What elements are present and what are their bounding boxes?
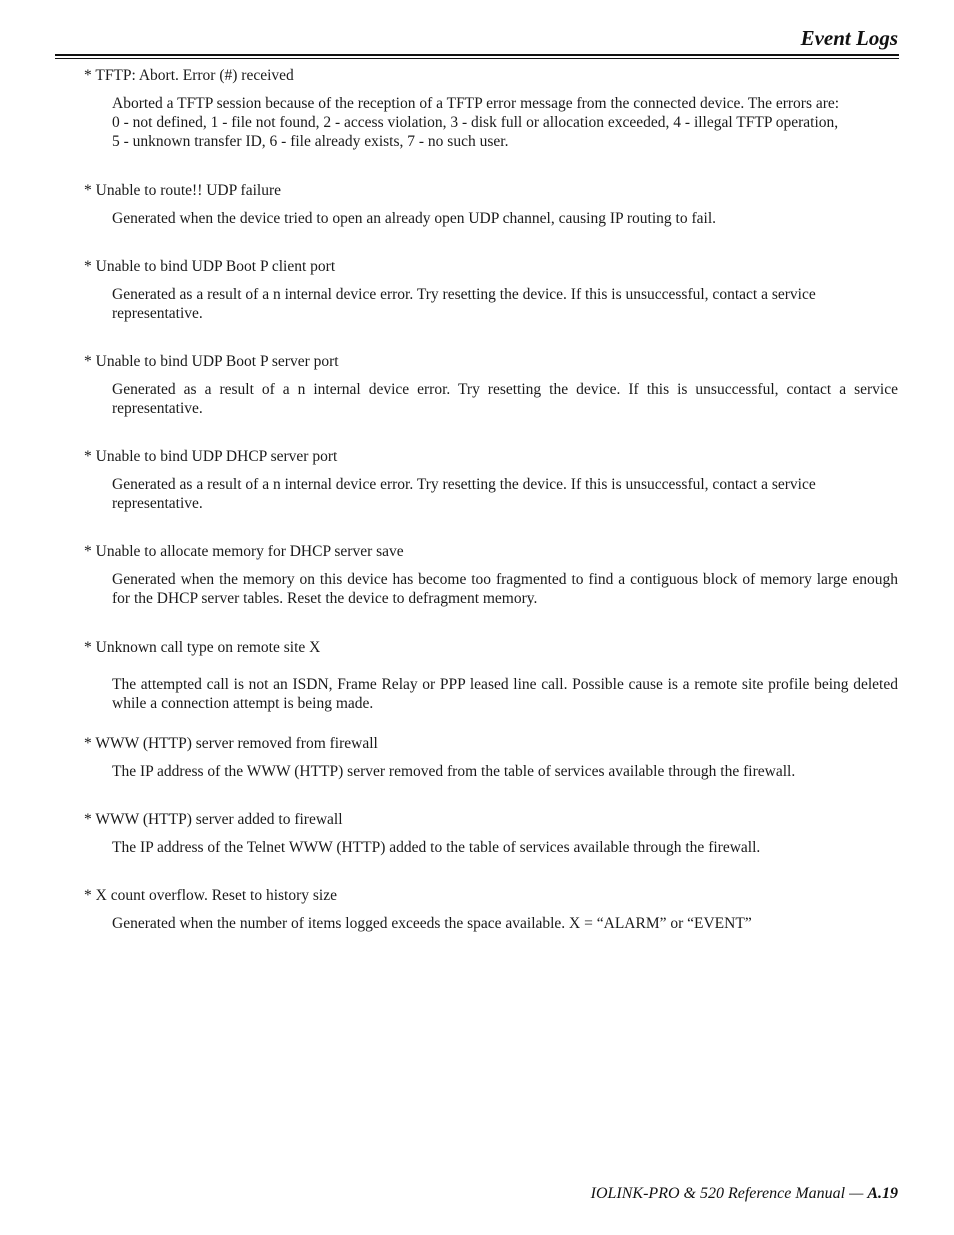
entry-title: * Unable to allocate memory for DHCP server save (84, 543, 404, 560)
entry-title: * Unknown call type on remote site X (84, 639, 321, 656)
entry-title: * WWW (HTTP) server removed from firewall (84, 735, 378, 752)
entry-description: Generated as a result of a n internal device error. Try resetting the device. If this is unsuccessful, contact a service representative. (112, 476, 816, 512)
log-entry-bootp-client (84, 257, 898, 323)
log-entry-dhcp-memory (84, 542, 898, 608)
entry-description: The IP address of the WWW (HTTP) server removed from the table of services available through the firewall. (112, 763, 796, 780)
entry-title: * Unable to route!! UDP failure (84, 182, 281, 199)
page-footer (591, 1185, 898, 1203)
header-rule-thick (55, 54, 899, 56)
log-entry-dhcp-server-port (84, 447, 898, 513)
log-entry-tftp-abort (84, 66, 898, 151)
entry-description: Generated as a result of a n internal device error. Try resetting the device. If this is unsuccessful, contact a service representative. (112, 286, 816, 322)
log-entry-www-added (84, 810, 898, 857)
entry-title: * TFTP: Abort. Error (#) received (84, 67, 294, 84)
entry-description: The IP address of the Telnet WWW (HTTP) added to the table of services available through the firewall. (112, 839, 761, 856)
header-rule-thin (55, 58, 899, 59)
entry-title: * Unable to bind UDP Boot P client port (84, 258, 336, 275)
entry-title: * Unable to bind UDP DHCP server port (84, 448, 338, 465)
page-header-title: Event Logs (800, 26, 898, 50)
entry-title: * WWW (HTTP) server added to firewall (84, 811, 343, 828)
log-entry-count-overflow (84, 886, 898, 933)
entry-description: Generated when the number of items logged exceeds the space available. X = “ALARM” or “EVENT” (112, 915, 752, 932)
entry-description: Generated as a result of a n internal device error. Try resetting the device. If this is unsuccessful, contact a service representative. (112, 381, 898, 417)
log-entry-unknown-call-type (84, 638, 898, 713)
entry-title: * X count overflow. Reset to history size (84, 887, 337, 904)
log-entry-www-removed (84, 734, 898, 781)
log-entry-udp-failure (84, 181, 898, 228)
log-entry-bootp-server (84, 352, 898, 418)
footer-manual-title: IOLINK-PRO & 520 Reference Manual — (590, 1185, 868, 1202)
entry-description: Generated when the device tried to open an already open UDP channel, causing IP routing to fail. (112, 210, 717, 227)
entry-description: The attempted call is not an ISDN, Frame Relay or PPP leased line call. Possible cause is a remote site profile being deleted while a connection attempt is being made. (112, 676, 898, 712)
page-number: A.19 (867, 1185, 898, 1202)
entry-description: Generated when the memory on this device has become too fragmented to find a contiguous block of memory large enough for the DHCP server tables. Reset the device to defragment memory. (112, 571, 898, 607)
entry-description: Aborted a TFTP session because of the reception of a TFTP error message from the connected device. The errors are: 0 - not defined, 1 - file not found, 2 - access violation, 3 - disk full or allocation exceeded, 4 - illegal TFTP operation, 5 - unknown transfer ID, 6 - file already exists, 7 - no such user. (112, 95, 840, 150)
entry-title: * Unable to bind UDP Boot P server port (84, 353, 339, 370)
